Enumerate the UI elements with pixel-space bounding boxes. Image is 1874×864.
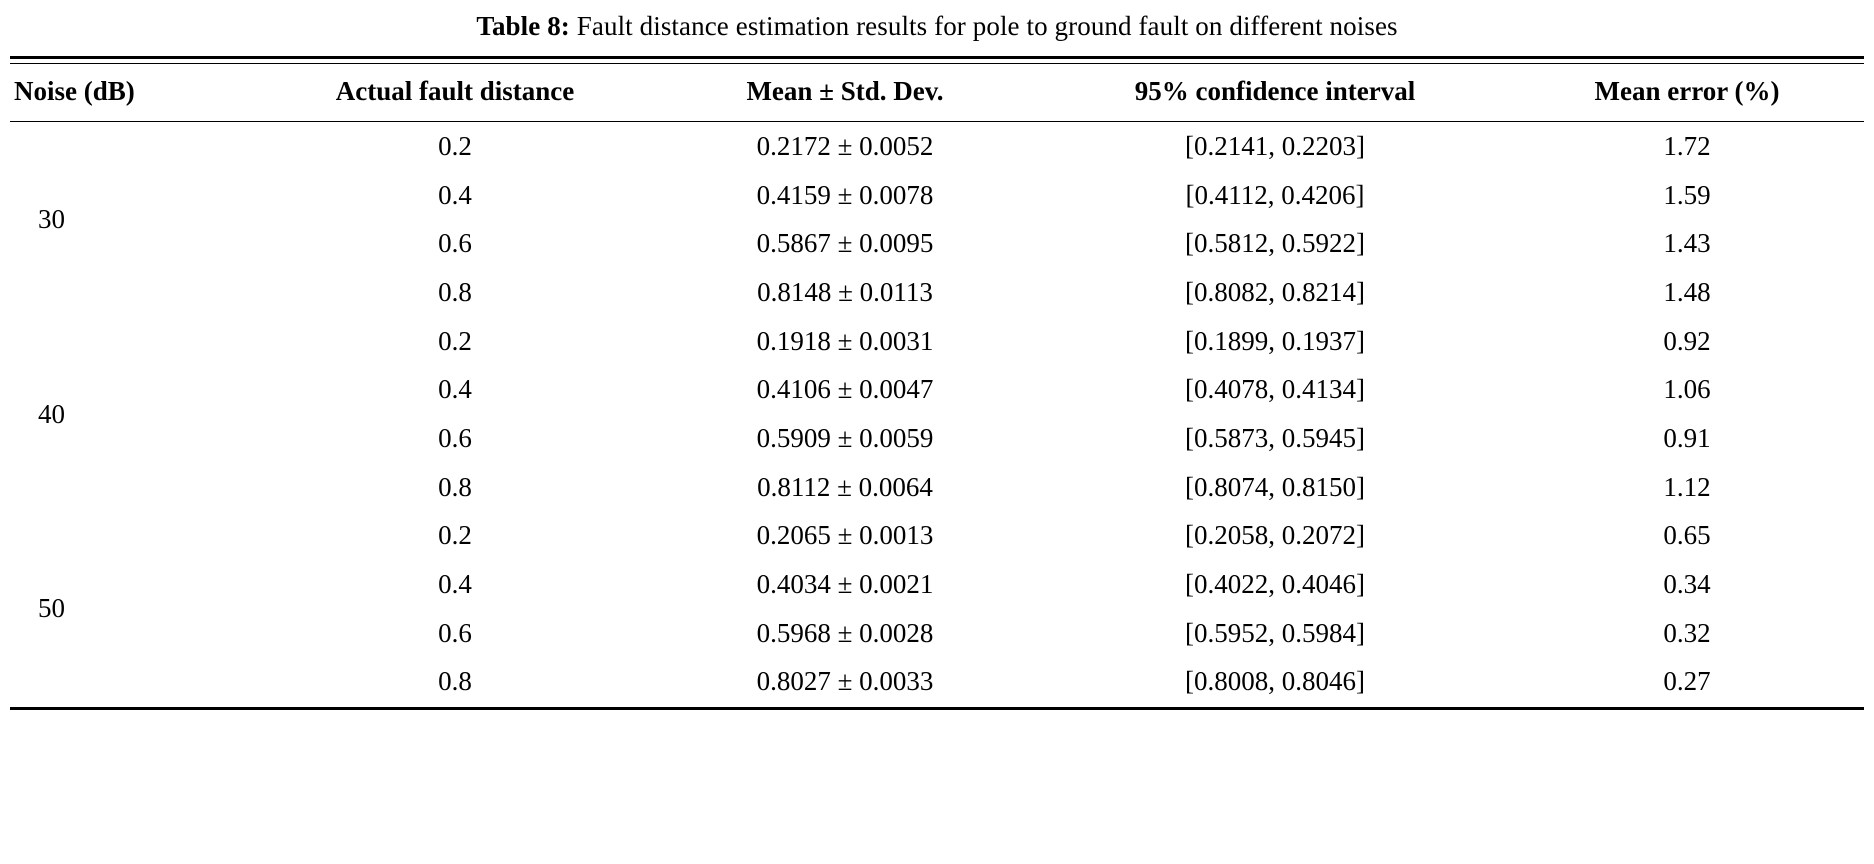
cell-ci: [0.2058, 0.2072] (1185, 520, 1365, 551)
table-row (10, 463, 1864, 512)
cell-error: 0.92 (1663, 325, 1711, 356)
cell-mean: 0.5909 ± 0.0059 (756, 423, 934, 454)
cell-error: 0.91 (1663, 423, 1711, 454)
cell-mean: 0.2065 ± 0.0013 (756, 520, 934, 551)
cell-mean: 0.4159 ± 0.0078 (756, 179, 934, 210)
cell-actual: 0.8 (438, 666, 472, 697)
cell-mean: 0.1918 ± 0.0031 (756, 325, 934, 356)
table-row (10, 268, 1864, 317)
table-footer (10, 708, 1864, 710)
table-row (10, 415, 1864, 464)
cell-actual: 0.4 (438, 374, 472, 405)
column-header-confidence-interval: 95% confidence interval (1040, 64, 1510, 122)
cell-error: 1.72 (1663, 130, 1711, 161)
cell-ci: [0.1899, 0.1937] (1185, 325, 1365, 356)
cell-actual: 0.4 (438, 179, 472, 210)
column-header-mean-std-dev: Mean ± Std. Dev. (650, 64, 1040, 122)
table-bottom-rule (10, 708, 1864, 710)
table-row (10, 561, 1864, 610)
table-row (10, 220, 1864, 269)
table-header (10, 64, 1864, 122)
cell-mean: 0.4106 ± 0.0047 (756, 374, 934, 405)
cell-ci: [0.5873, 0.5945] (1185, 423, 1365, 454)
table-row (10, 317, 1864, 366)
cell-mean: 0.4034 ± 0.0021 (756, 569, 934, 600)
cell-ci: [0.4112, 0.4206] (1185, 179, 1365, 210)
table-caption (10, 0, 1864, 56)
cell-error: 0.27 (1663, 666, 1711, 697)
table-row (10, 122, 1864, 171)
cell-ci: [0.2141, 0.2203] (1185, 130, 1365, 161)
cell-ci: [0.8082, 0.8214] (1185, 276, 1365, 307)
group-label-noise-40: 40 (38, 398, 65, 429)
cell-ci: [0.8008, 0.8046] (1185, 666, 1365, 697)
fault-distance-table (10, 64, 1864, 709)
cell-actual: 0.2 (438, 325, 472, 356)
cell-error: 0.32 (1663, 617, 1711, 648)
cell-ci: [0.5812, 0.5922] (1185, 228, 1365, 259)
cell-ci: [0.5952, 0.5984] (1185, 617, 1365, 648)
cell-actual: 0.6 (438, 228, 472, 259)
table-top-rule (10, 56, 1864, 59)
cell-actual: 0.6 (438, 423, 472, 454)
cell-actual: 0.2 (438, 130, 472, 161)
cell-ci: [0.4078, 0.4134] (1185, 374, 1365, 405)
cell-mean: 0.8148 ± 0.0113 (757, 276, 933, 307)
column-header-mean-error: Mean error (%) (1510, 64, 1864, 122)
cell-mean: 0.5968 ± 0.0028 (756, 617, 934, 648)
group-label-noise-30: 30 (38, 203, 65, 234)
cell-error: 1.59 (1663, 179, 1711, 210)
cell-actual: 0.6 (438, 617, 472, 648)
table-body (10, 122, 1864, 708)
table-row (10, 609, 1864, 658)
cell-mean: 0.8112 ± 0.0064 (757, 471, 933, 502)
cell-error: 1.06 (1663, 374, 1711, 405)
column-header-actual-fault-distance: Actual fault distance (260, 64, 650, 122)
column-header-noise: Noise (dB) (10, 64, 260, 122)
cell-actual: 0.2 (438, 520, 472, 551)
cell-error: 1.48 (1663, 276, 1711, 307)
cell-actual: 0.8 (438, 471, 472, 502)
table-bottom-rule-row (10, 708, 1864, 710)
table-row (10, 658, 1864, 708)
cell-actual: 0.4 (438, 569, 472, 600)
table-row (10, 512, 1864, 561)
cell-ci: [0.4022, 0.4046] (1185, 569, 1365, 600)
table-header-row (10, 64, 1864, 122)
cell-ci: [0.8074, 0.8150] (1185, 471, 1365, 502)
cell-error: 1.43 (1663, 228, 1711, 259)
table-caption-label: Table 8: (476, 11, 570, 41)
cell-error: 0.34 (1663, 569, 1711, 600)
cell-actual: 0.8 (438, 276, 472, 307)
cell-error: 1.12 (1663, 471, 1711, 502)
cell-error: 0.65 (1663, 520, 1711, 551)
table-row (10, 366, 1864, 415)
group-label-noise-50: 50 (38, 593, 65, 624)
table-row (10, 171, 1864, 220)
cell-mean: 0.2172 ± 0.0052 (756, 130, 934, 161)
cell-mean: 0.5867 ± 0.0095 (756, 228, 934, 259)
cell-mean: 0.8027 ± 0.0033 (756, 666, 934, 697)
table-caption-text: Fault distance estimation results for pole to ground fault on different noises (576, 11, 1398, 41)
